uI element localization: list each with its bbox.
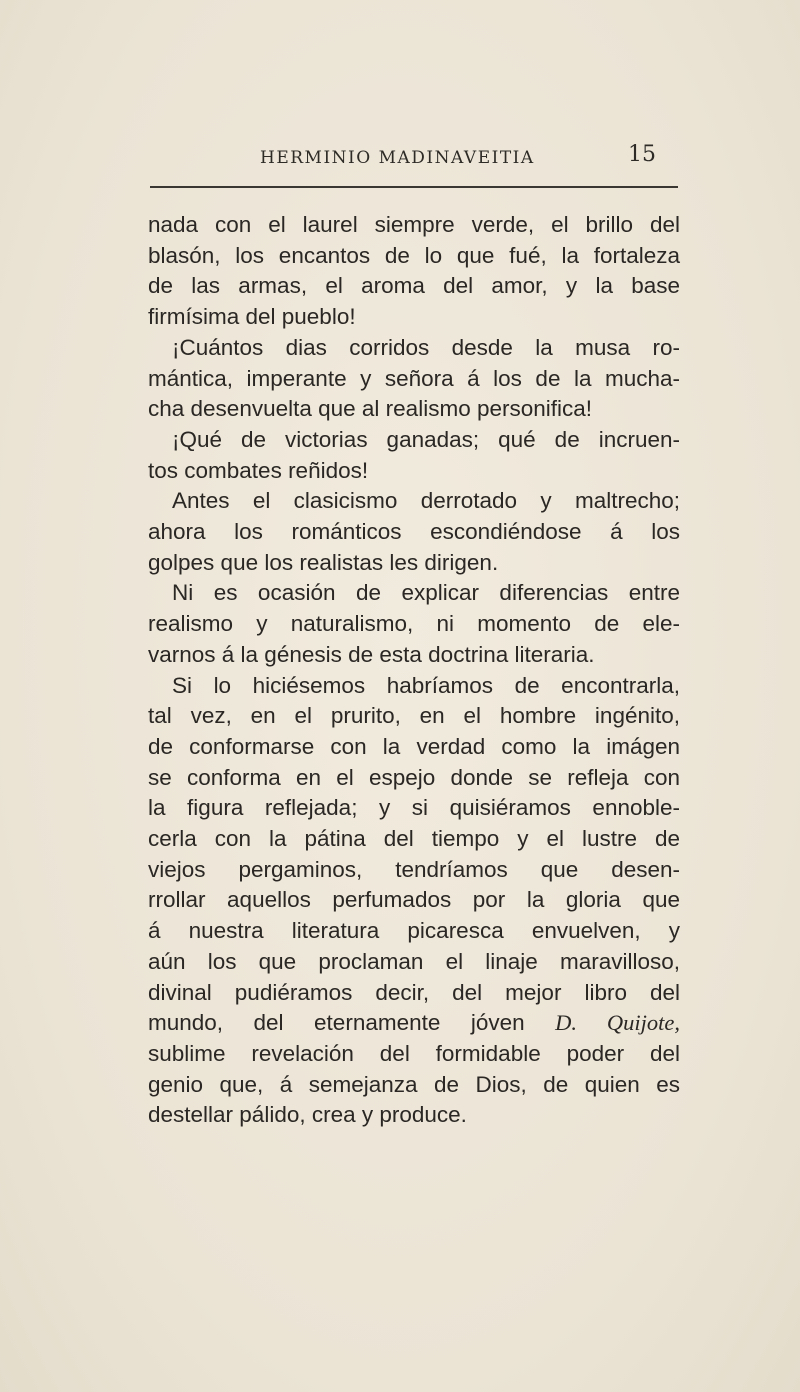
text-line [148, 241, 680, 272]
text-line-content: nada con el laurel siempre verde, el brillo del [148, 212, 680, 237]
text-line [148, 333, 680, 364]
text-line-content: sublime revelación del formidable poder del [148, 1040, 680, 1066]
text-line-content: de las armas, el aroma del amor, y la base [148, 273, 680, 299]
text-line-content: divinal pudiéramos decir, del mejor libro del [148, 979, 680, 1005]
running-head: HERMINIO MADINAVEITIA [260, 148, 535, 168]
body-text [148, 210, 680, 1131]
text-line [148, 947, 680, 978]
text-line [148, 364, 680, 395]
text-line [148, 210, 680, 241]
text-line [148, 271, 680, 302]
text-line-content: la figura reflejada; y si quisiéramos ennoble- [148, 795, 680, 821]
text-line-content: golpes que los realistas les dirigen. [148, 549, 499, 575]
text-line [148, 517, 680, 548]
text-line-content: rrollar aquellos perfumados por la gloria que [148, 887, 680, 913]
text-line [148, 1100, 680, 1131]
text-line [148, 1070, 680, 1101]
text-line [148, 701, 680, 732]
page-header [148, 140, 678, 180]
text-line [148, 824, 680, 855]
text-line-content: viejos pergaminos, tendríamos que desen- [148, 856, 680, 882]
text-line-content: blasón, los encantos de lo que fué, la fortaleza [148, 242, 680, 268]
text-line-content: aún los que proclaman el linaje maravilloso, [148, 948, 680, 974]
text-line [148, 548, 680, 579]
text-line [148, 394, 680, 425]
text-line-content: genio que, á semejanza de Dios, de quien es [148, 1071, 680, 1097]
text-line [148, 578, 680, 609]
text-line-content: tal vez, en el prurito, en el hombre ingénito, [148, 703, 680, 729]
text-line [148, 1039, 680, 1070]
text-line [148, 978, 680, 1009]
text-line-content: cha desenvuelta que al realismo personifica! [148, 396, 593, 422]
text-line-content: varnos á la génesis de esta doctrina literaria. [148, 641, 595, 667]
text-line-content: tos combates reñidos! [148, 457, 369, 483]
text-line-content: de conformarse con la verdad como la imágen [148, 733, 680, 759]
text-line-content: destellar pálido, crea y produce. [148, 1102, 467, 1128]
text-line-content: cerla con la pátina del tiempo y el lustre de [148, 826, 680, 852]
text-line-content: mántica, imperante y señora á los de la mucha- [148, 365, 680, 391]
text-line [148, 885, 680, 916]
text-line-content: Antes el clasicismo derrotado y maltrecho; [172, 488, 680, 514]
text-line [148, 640, 680, 671]
text-line-content: ¡Cuántos dias corridos desde la musa ro- [172, 334, 680, 360]
text-line [148, 1008, 680, 1039]
text-line [148, 425, 680, 456]
text-line [148, 671, 680, 702]
text-line-content: ahora los románticos escondiéndose á los [148, 519, 680, 545]
text-line-content: realismo y naturalismo, ni momento de ele- [148, 611, 680, 637]
text-line [148, 732, 680, 763]
text-line [148, 763, 680, 794]
text-line [148, 855, 680, 886]
text-line-content: á nuestra literatura picaresca envuelven, y [148, 918, 680, 944]
text-line-content: Si lo hiciésemos habríamos de encontrarla, [172, 672, 680, 698]
header-rule [150, 186, 678, 188]
text-line [148, 486, 680, 517]
page-number: 15 [628, 142, 656, 167]
text-line [148, 609, 680, 640]
text-line-content: Ni es ocasión de explicar diferencias entre [172, 580, 680, 606]
italic-title: D. Quijote, [555, 1010, 680, 1036]
text-line-content: ¡Qué de victorias ganadas; qué de incruen- [172, 426, 680, 452]
text-line [148, 302, 680, 333]
text-line-content: se conforma en el espejo donde se refleja con [148, 764, 680, 790]
text-line [148, 456, 680, 487]
text-line-content: firmísima del pueblo! [148, 304, 356, 330]
text-line-content: mundo, del eternamente jóven [148, 1010, 556, 1036]
text-line [148, 793, 680, 824]
text-line [148, 916, 680, 947]
